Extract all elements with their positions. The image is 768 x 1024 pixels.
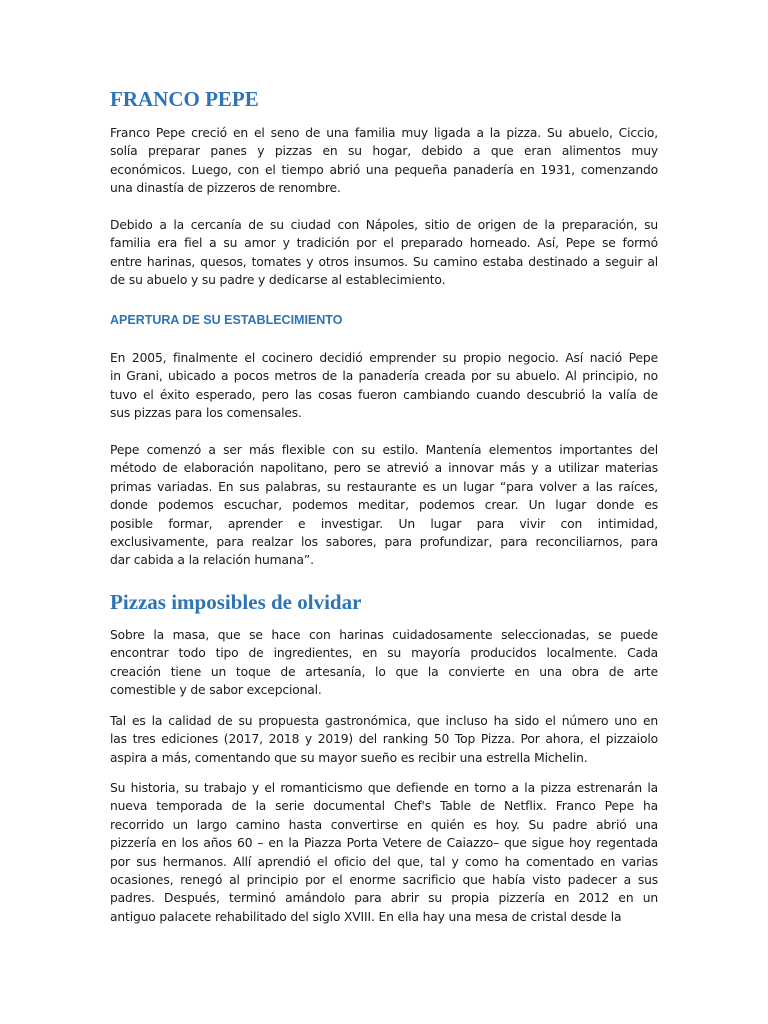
text-line: recorrido un largo camino hasta convertirse en quién es hoy. Su padre abrió una [110, 817, 658, 832]
text-line: una dinastía de pizzeros de renombre. [110, 181, 341, 196]
text-line: exclusivamente, para realzar los sabores, para profundizar, para reconciliarnos, para [110, 535, 658, 550]
text-line: de su abuelo y su padre y dedicarse al establecimiento. [110, 273, 446, 288]
text-line: tuvo el éxito esperado, pero las cosas fueron cambiando cuando descubrió la valía de [110, 387, 658, 402]
text-line: comestible y de sabor excepcional. [110, 683, 322, 698]
text-line: in Grani, ubicado a pocos metros de la panadería creada por su abuelo. Al principio, no [110, 369, 658, 384]
paragraph-4 [110, 441, 658, 570]
heading-pizzas: Pizzas imposibles de olvidar [110, 590, 362, 614]
text-line: primas variadas. En sus palabras, su restaurante es un lugar “para volver a las raíces, [110, 479, 658, 494]
paragraph-7 [110, 779, 658, 926]
text-line: creación tiene un toque de artesanía, lo que la convierte en una obra de arte [110, 664, 658, 679]
text-line: antiguo palacete rehabilitado del siglo XVIII. En ella hay una mesa de cristal desde la [110, 909, 622, 924]
heading-apertura: APERTURA DE SU ESTABLECIMIENTO [110, 313, 343, 327]
text-line: dar cabida a la relación humana”. [110, 553, 314, 568]
heading-franco-pepe: FRANCO PEPE [110, 87, 259, 111]
text-line: económicos. Luego, con el tiempo abrió una pequeña panadería en 1931, comenzando [110, 162, 658, 177]
text-line: Su historia, su trabajo y el romanticismo que defiende en torno a la pizza estrenarán la [110, 781, 658, 795]
text-line: posible formar, aprender e investigar. Un lugar para vivir con intimidad, [110, 516, 658, 531]
text-line: ocasiones, renegó al principio por el enorme sacrificio que había visto padecer a sus [110, 873, 658, 888]
paragraph-5 [110, 626, 658, 700]
text-line: por sus hermanos. Allí aprendió el oficio del que, tal y como ha comentado en varias [110, 854, 658, 869]
text-line: sus pizzas para los comensales. [110, 406, 302, 421]
text-line: En 2005, finalmente el cocinero decidió emprender su propio negocio. Así nació Pepe [110, 351, 658, 365]
text-line: Pepe comenzó a ser más flexible con su estilo. Mantenía elementos importantes del [110, 443, 658, 457]
text-line: solía preparar panes y pizzas en su hogar, debido a que eran alimentos muy [110, 144, 658, 159]
text-line: aspira a más, comentando que su mayor sueño es recibir una estrella Michelin. [110, 750, 588, 765]
text-line: Tal es la calidad de su propuesta gastronómica, que incluso ha sido el número uno en [110, 714, 658, 728]
text-line: padres. Después, terminó amándolo para abrir su propia pizzería en 2012 en un [110, 891, 658, 906]
text-line: familia era fiel a su amor y tradición por el preparado horneado. Así, Pepe se formó [110, 236, 658, 251]
text-line: Franco Pepe creció en el seno de una familia muy ligada a la pizza. Su abuelo, Ciccio, [110, 126, 658, 140]
text-line: las tres ediciones (2017, 2018 y 2019) del ranking 50 Top Pizza. Por ahora, el pizzaiolo [110, 732, 658, 747]
paragraph-2 [110, 216, 658, 290]
text-line: Debido a la cercanía de su ciudad con Nápoles, sitio de origen de la preparación, su [110, 218, 658, 232]
text-line: Sobre la masa, que se hace con harinas cuidadosamente seleccionadas, se puede [110, 628, 658, 642]
text-line: método de elaboración napolitano, pero se atrevió a innovar más y a utilizar materias [110, 461, 658, 476]
paragraph-1 [110, 124, 658, 198]
text-line: pizzería en los años 60 – en la Piazza Porta Vetere de Caiazzo– que sigue hoy regentada [110, 836, 658, 851]
paragraph-3 [110, 349, 658, 423]
paragraph-6 [110, 712, 658, 767]
text-line: donde podemos escuchar, podemos meditar, podemos crear. Un lugar donde es [110, 498, 658, 513]
text-line: nueva temporada de la serie documental Chef's Table de Netflix. Franco Pepe ha [110, 799, 658, 814]
text-line: encontrar todo tipo de ingredientes, en su mayoría producidos localmente. Cada [110, 646, 658, 661]
text-line: entre harinas, quesos, tomates y otros insumos. Su camino estaba destinado a seguir al [110, 254, 658, 269]
